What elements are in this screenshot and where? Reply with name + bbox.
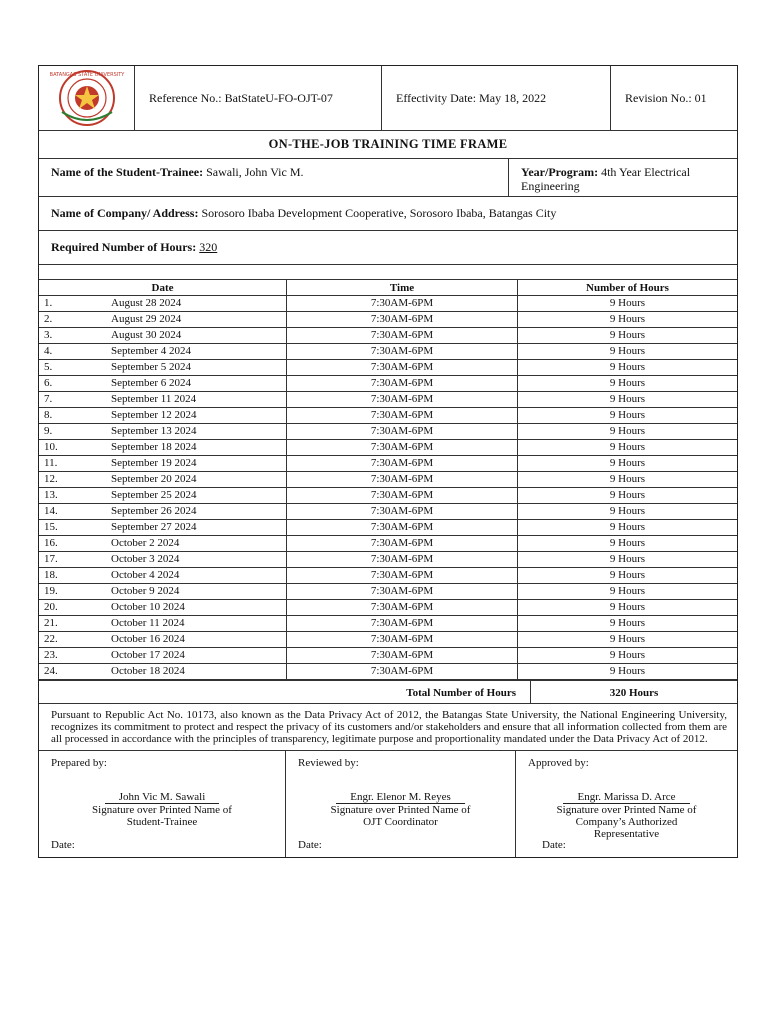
form-header	[39, 66, 737, 131]
table-row	[39, 312, 737, 328]
row-hours: 9 Hours	[518, 456, 738, 472]
row-date-cell	[39, 664, 287, 680]
row-date-cell	[39, 584, 287, 600]
row-date: September 6 2024	[111, 377, 192, 389]
row-time: 7:30AM-6PM	[287, 360, 518, 376]
approved-by-caption: Signature over Printed Name of	[556, 804, 697, 816]
row-date-cell	[39, 440, 287, 456]
row-date: August 30 2024	[111, 329, 182, 341]
table-row	[39, 552, 737, 568]
reviewed-date-label: Date:	[298, 839, 322, 851]
year-program-label: Year/Program:	[521, 165, 599, 179]
table-row	[39, 632, 737, 648]
row-time: 7:30AM-6PM	[287, 296, 518, 312]
approved-by-role-cont: Representative	[593, 828, 660, 840]
year-program	[509, 159, 737, 196]
row-date: October 2 2024	[111, 537, 180, 549]
row-number: 8.	[44, 409, 53, 421]
row-time: 7:30AM-6PM	[287, 648, 518, 664]
prepared-date-label: Date:	[51, 839, 75, 851]
row-number: 2.	[44, 313, 53, 325]
row-time: 7:30AM-6PM	[287, 392, 518, 408]
table-row	[39, 648, 737, 664]
row-date: August 28 2024	[111, 297, 182, 309]
privacy-notice: Pursuant to Republic Act No. 10173, also known as the Data Privacy Act of 2012, the Batangas State University, the National Engineering University, recognizes its commitment to protect and respect the privacy of its customers and/or stakeholders and ensure that all information collected from them are all processed in accordance with the principles of transparency, legitimate purpose and proportionality mandated under the Data Privacy Act of 2012.	[39, 704, 737, 751]
row-date: October 10 2024	[111, 601, 185, 613]
row-date: October 17 2024	[111, 649, 185, 661]
row-date: September 13 2024	[111, 425, 197, 437]
reference-number: Reference No.: BatStateU-FO-OJT-07	[135, 66, 382, 130]
row-date-cell	[39, 360, 287, 376]
student-info-row	[39, 159, 737, 197]
row-time: 7:30AM-6PM	[287, 552, 518, 568]
table-row	[39, 376, 737, 392]
row-date: September 11 2024	[111, 393, 197, 405]
table-body	[39, 296, 737, 680]
row-number: 9.	[44, 425, 53, 437]
row-date-cell	[39, 568, 287, 584]
row-hours: 9 Hours	[518, 584, 738, 600]
prepared-by-role: Student-Trainee	[126, 816, 198, 828]
row-time: 7:30AM-6PM	[287, 424, 518, 440]
row-number: 5.	[44, 361, 53, 373]
row-date-cell	[39, 472, 287, 488]
row-date-cell	[39, 648, 287, 664]
row-hours: 9 Hours	[518, 424, 738, 440]
row-number: 17.	[44, 553, 58, 565]
prepared-by-label: Prepared by:	[51, 757, 107, 769]
row-date-cell	[39, 376, 287, 392]
row-hours: 9 Hours	[518, 296, 738, 312]
row-date-cell	[39, 600, 287, 616]
table-row	[39, 504, 737, 520]
spacer-row	[39, 265, 737, 280]
row-time: 7:30AM-6PM	[287, 616, 518, 632]
total-label: Total Number of Hours	[39, 681, 531, 703]
row-date-cell	[39, 328, 287, 344]
company-label: Name of Company/ Address:	[51, 206, 199, 220]
row-hours: 9 Hours	[518, 600, 738, 616]
row-time: 7:30AM-6PM	[287, 440, 518, 456]
table-row	[39, 600, 737, 616]
row-date-cell	[39, 424, 287, 440]
row-date: October 4 2024	[111, 569, 180, 581]
table-row	[39, 392, 737, 408]
row-hours: 9 Hours	[518, 552, 738, 568]
row-time: 7:30AM-6PM	[287, 376, 518, 392]
table-row	[39, 360, 737, 376]
row-date-cell	[39, 520, 287, 536]
row-time: 7:30AM-6PM	[287, 664, 518, 680]
row-date-cell	[39, 344, 287, 360]
prepared-by-block	[39, 751, 286, 857]
approved-by-role: Company’s Authorized	[575, 816, 678, 828]
row-hours: 9 Hours	[518, 312, 738, 328]
row-date-cell	[39, 504, 287, 520]
row-number: 13.	[44, 489, 58, 501]
reviewed-by-name: Engr. Elenor M. Reyes	[336, 791, 465, 804]
row-time: 7:30AM-6PM	[287, 584, 518, 600]
student-name	[39, 159, 509, 196]
row-hours: 9 Hours	[518, 440, 738, 456]
row-time: 7:30AM-6PM	[287, 408, 518, 424]
total-row	[39, 680, 737, 704]
row-time: 7:30AM-6PM	[287, 536, 518, 552]
row-hours: 9 Hours	[518, 488, 738, 504]
required-hours-row	[39, 231, 737, 265]
row-hours: 9 Hours	[518, 616, 738, 632]
row-number: 24.	[44, 665, 58, 677]
table-row	[39, 616, 737, 632]
row-time: 7:30AM-6PM	[287, 568, 518, 584]
row-time: 7:30AM-6PM	[287, 344, 518, 360]
revision-number: Revision No.: 01	[625, 90, 707, 105]
row-hours: 9 Hours	[518, 664, 738, 680]
reviewed-by-role: OJT Coordinator	[363, 816, 438, 828]
table-header-row	[39, 280, 737, 296]
total-value: 320 Hours	[609, 687, 659, 699]
university-logo	[39, 66, 135, 130]
reviewed-by-block	[286, 751, 516, 857]
row-number: 19.	[44, 585, 58, 597]
row-time: 7:30AM-6PM	[287, 600, 518, 616]
row-date: October 3 2024	[111, 553, 180, 565]
company-value: Sorosoro Ibaba Development Cooperative, Sorosoro Ibaba, Batangas City	[201, 206, 557, 220]
table-row	[39, 520, 737, 536]
row-number: 23.	[44, 649, 58, 661]
row-hours: 9 Hours	[518, 632, 738, 648]
table-row	[39, 584, 737, 600]
col-time: Time	[287, 280, 518, 296]
row-date: September 27 2024	[111, 521, 197, 533]
table-row	[39, 568, 737, 584]
col-date: Date	[39, 280, 287, 296]
row-time: 7:30AM-6PM	[287, 472, 518, 488]
row-number: 11.	[44, 457, 58, 469]
effectivity-date: Effectivity Date: May 18, 2022	[382, 66, 611, 130]
col-hours: Number of Hours	[518, 280, 738, 296]
table-row	[39, 344, 737, 360]
table-row	[39, 536, 737, 552]
student-name-value: Sawali, John Vic M.	[206, 165, 304, 179]
row-hours: 9 Hours	[518, 360, 738, 376]
row-hours: 9 Hours	[518, 504, 738, 520]
row-date: September 5 2024	[111, 361, 192, 373]
row-number: 21.	[44, 617, 58, 629]
prepared-by-name: John Vic M. Sawali	[105, 791, 220, 804]
row-number: 14.	[44, 505, 58, 517]
row-number: 22.	[44, 633, 58, 645]
row-number: 3.	[44, 329, 53, 341]
row-time: 7:30AM-6PM	[287, 520, 518, 536]
table-row	[39, 440, 737, 456]
row-hours: 9 Hours	[518, 328, 738, 344]
svg-text:BATANGAS STATE UNIVERSITY: BATANGAS STATE UNIVERSITY	[49, 72, 124, 78]
row-number: 12.	[44, 473, 58, 485]
row-date: October 18 2024	[111, 665, 185, 677]
university-seal-icon	[49, 68, 124, 128]
row-date: October 16 2024	[111, 633, 185, 645]
row-number: 16.	[44, 537, 58, 549]
row-date-cell	[39, 616, 287, 632]
required-hours-label: Required Number of Hours:	[51, 240, 197, 254]
required-hours-value: 320	[199, 240, 218, 254]
row-time: 7:30AM-6PM	[287, 328, 518, 344]
row-date-cell	[39, 552, 287, 568]
row-hours: 9 Hours	[518, 408, 738, 424]
row-time: 7:30AM-6PM	[287, 504, 518, 520]
approved-by-name: Engr. Marissa D. Arce	[563, 791, 689, 804]
table-row	[39, 488, 737, 504]
reviewed-by-caption: Signature over Printed Name of	[330, 804, 471, 816]
row-number: 6.	[44, 377, 53, 389]
row-date-cell	[39, 312, 287, 328]
company-row	[39, 197, 737, 231]
table-row	[39, 296, 737, 312]
row-date-cell	[39, 488, 287, 504]
student-name-label: Name of the Student-Trainee:	[51, 165, 204, 179]
approved-date-label: Date:	[542, 839, 566, 851]
row-hours: 9 Hours	[518, 568, 738, 584]
row-date: October 9 2024	[111, 585, 180, 597]
time-frame-table	[39, 280, 737, 680]
row-date: September 18 2024	[111, 441, 197, 453]
approved-by-block	[516, 751, 737, 857]
row-number: 15.	[44, 521, 58, 533]
row-time: 7:30AM-6PM	[287, 632, 518, 648]
row-hours: 9 Hours	[518, 344, 738, 360]
signature-section	[39, 751, 737, 857]
row-date: September 4 2024	[111, 345, 192, 357]
row-date: September 20 2024	[111, 473, 197, 485]
row-date-cell	[39, 456, 287, 472]
row-date: September 12 2024	[111, 409, 197, 421]
row-date: September 19 2024	[111, 457, 197, 469]
row-date-cell	[39, 536, 287, 552]
row-date: September 26 2024	[111, 505, 197, 517]
prepared-by-caption: Signature over Printed Name of	[92, 804, 232, 816]
row-date-cell	[39, 632, 287, 648]
row-date: October 11 2024	[111, 617, 185, 629]
table-row	[39, 456, 737, 472]
row-time: 7:30AM-6PM	[287, 312, 518, 328]
row-date-cell	[39, 408, 287, 424]
form-title: ON-THE-JOB TRAINING TIME FRAME	[39, 131, 737, 159]
row-date: August 29 2024	[111, 313, 182, 325]
row-date: September 25 2024	[111, 489, 197, 501]
table-row	[39, 664, 737, 680]
row-hours: 9 Hours	[518, 536, 738, 552]
row-number: 10.	[44, 441, 58, 453]
row-date-cell	[39, 296, 287, 312]
row-number: 4.	[44, 345, 53, 357]
row-hours: 9 Hours	[518, 520, 738, 536]
year-program-value: 4th Year Electrical Engineering	[521, 165, 691, 193]
reviewed-by-label: Reviewed by:	[298, 757, 359, 769]
ojt-form	[38, 65, 738, 858]
row-number: 20.	[44, 601, 58, 613]
row-date-cell	[39, 392, 287, 408]
row-hours: 9 Hours	[518, 376, 738, 392]
table-row	[39, 424, 737, 440]
row-number: 1.	[44, 297, 53, 309]
approved-by-label: Approved by:	[528, 757, 589, 769]
row-hours: 9 Hours	[518, 472, 738, 488]
row-hours: 9 Hours	[518, 648, 738, 664]
table-row	[39, 328, 737, 344]
table-row	[39, 472, 737, 488]
row-number: 18.	[44, 569, 58, 581]
row-time: 7:30AM-6PM	[287, 456, 518, 472]
table-row	[39, 408, 737, 424]
row-time: 7:30AM-6PM	[287, 488, 518, 504]
row-number: 7.	[44, 393, 53, 405]
row-hours: 9 Hours	[518, 392, 738, 408]
